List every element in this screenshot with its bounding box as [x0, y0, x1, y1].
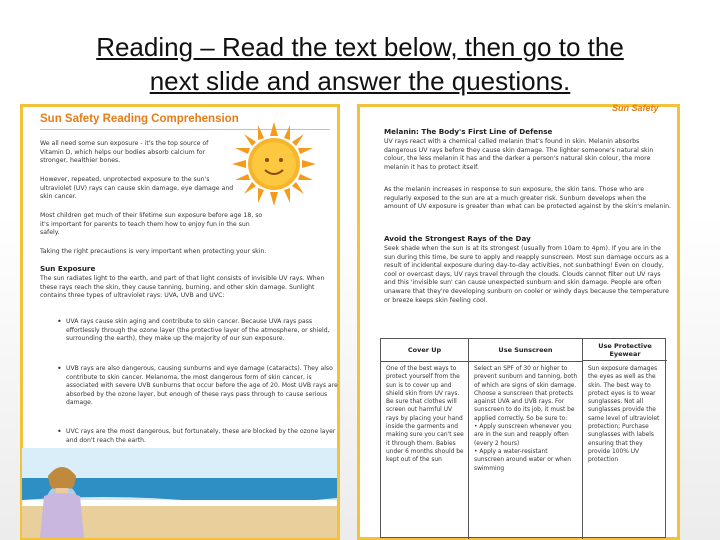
table-column-eyewear: [583, 339, 667, 539]
table-cell-sunscreen: Select an SPF of 30 or higher to prevent sunburn and tanning, both of which are signs of skin damage. Choose a sunscreen that protects against UVA and UVB rays. For sunscreen to do its job, it must be applied correctly. So be sure to: • Apply sunscreen whenever you are in the sun and reapply often (every 2 hours) • Apply a water-resistant sunscreen around water or when swimming: [474, 366, 578, 472]
slide-title: [20, 30, 700, 98]
worksheet-title: Sun Safety Reading Comprehension: [40, 113, 239, 125]
intro-paragraph-1: We all need some sun exposure - it's the top source of Vitamin D, which helps our bodies absorb calcium for stronger, healthier bones.: [40, 140, 209, 165]
table-column-cover-up: [381, 339, 469, 539]
melanin-paragraph-1: UV rays react with a chemical called melanin that's found in skin. Melanin absorbs dangerous UV rays before they cause skin damage. The lighter someone's natural skin colour, the less melanin it has and the darker a person's natural skin colour, the more melanin it has to protect itself.: [384, 138, 654, 171]
intro-paragraph-4: Taking the right precautions is very important when protecting your skin.: [40, 248, 267, 255]
uvc-bullet: • UVC rays are the most dangerous, but fortunately, these are blocked by the ozone layer and don't reach the earth.: [56, 428, 338, 445]
intro-paragraph-2: However, repeated, unprotected exposure to the sun's ultraviolet (UV) rays can cause skin damage, eye damage and skin cancer.: [40, 176, 234, 201]
melanin-heading: Melanin: The Body's First Line of Defense: [384, 127, 553, 136]
strongest-rays-paragraph: Seek shade when the sun is at its strongest (usually from 10am to 4pm). If you are in the sun during this time, be sure to apply and reapply sunscreen. Most sun damage occurs as a result of incidental exposure during day-to-day activities, not sunbathing! Even on cloudy, cool or overcast days, UV rays travel through the clouds. Clouds cannot filter out UV rays and this 'invisible sun' can cause unexpected sunburn and skin damage. People are often unaware that they're developing sunburn on cooler or windy days because the temperature or breeze keeps skin feeling cool.: [384, 245, 669, 304]
table-cell-cover-up: One of the best ways to protect yourself from the sun is to cover up and shield skin from UV rays. Be sure that clothes will screen out harmful UV rays by placing your hand inside the garments and making sure you can't see it through them. Babies under 6 months should be kept out of the sun: [386, 366, 464, 464]
table-header-cover-up: Cover Up: [381, 339, 468, 362]
slide-title-line2: next slide and answer the questions.: [149, 66, 571, 96]
slide-title-line1: Reading – Read the text below, then go to the: [96, 32, 624, 62]
strongest-rays-heading: Avoid the Strongest Rays of the Day: [384, 234, 531, 243]
table-header-sunscreen: Use Sunscreen: [469, 339, 582, 362]
sun-exposure-paragraph: The sun radiates light to the earth, and part of that light consists of invisible UV rays. When these rays reach the skin, they cause tanning, burning, and other skin damage. Sunlight contains three types of ultraviolet rays: UVA, UVB and UVC:: [40, 275, 325, 300]
table-header-eyewear: Use Protective Eyewear: [583, 339, 667, 361]
uva-bullet: • UVA rays cause skin aging and contribute to skin cancer. Because UVA rays pass effortlessly through the ozone layer (the protective layer of the atmosphere, or shield, surrounding the earth), they make up the majority of our sun exposure.: [56, 318, 338, 344]
beach-illustration: [22, 448, 337, 538]
section-heading-sun-exposure: Sun Exposure: [40, 264, 96, 273]
table-cell-eyewear: Sun exposure damages the eyes as well as the skin. The best way to protect eyes is to wear sunglasses. Not all sunglasses provide the same level of ultraviolet protection; Purchase sunglasses with labels ensuring that they provide 100% UV protection: [588, 366, 660, 464]
melanin-paragraph-2: As the melanin increases in response to sun exposure, the skin tans. Those who are regularly exposed to the sun are at a much greater risk. Sunburn develops when the amount of UV exposure is greater than what can be protected against by the skin's melanin.: [384, 186, 672, 211]
intro-paragraph-3: Most children get much of their lifetime sun exposure before age 18, so it's important for parents to teach them how to enjoy fun in the sun safely.: [40, 212, 263, 237]
sun-safety-brand: Sun Safety: [612, 103, 659, 113]
uvb-bullet: • UVB rays are also dangerous, causing sunburns and eye damage (cataracts). They also contribute to skin cancer. Melanoma, the most dangerous form of skin cancer, is associated with severe UVB sunburns that occur before the age of 20. Most UVB rays are absorbed by the ozone layer, but enough of these rays pass through to cause serious damage.: [56, 365, 338, 408]
sun-protection-table: [380, 338, 666, 538]
table-column-sunscreen: [469, 339, 583, 539]
sun-illustration: [232, 122, 316, 211]
